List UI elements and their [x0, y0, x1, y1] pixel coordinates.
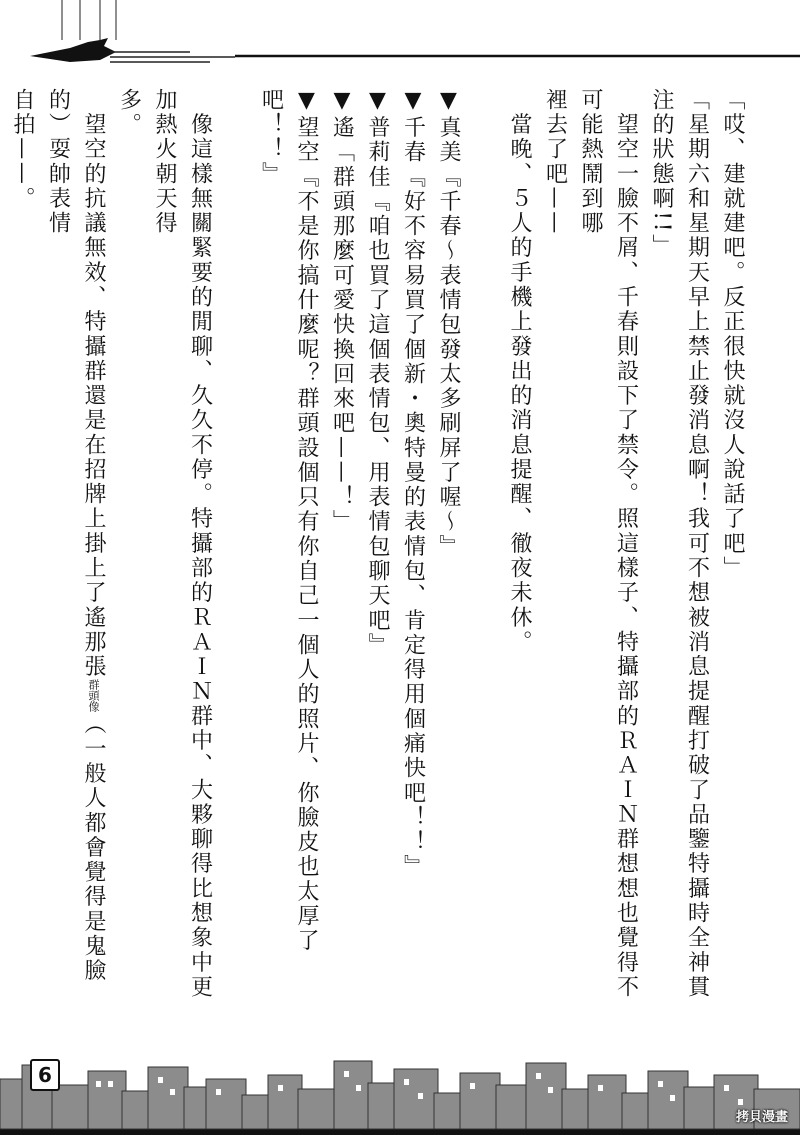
chat-line: ▼千春『好不容易買了個新・奧特曼的表情包、肯定得用個痛快吧！！』 — [400, 88, 426, 880]
airplane-icon — [30, 38, 116, 62]
blank-column — [218, 88, 254, 1018]
watermark-logo: 拷貝漫畫 — [735, 1110, 788, 1125]
chat-line: ▼望空『不是你搞什麼呢？群頭設個只有你自己一個人的照片、你臉皮也太厚了吧！！』 — [258, 88, 319, 954]
text-column: 裡去了吧—— — [542, 88, 568, 236]
text-column: 當晚、５人的手機上發出的消息提醒、徹夜未休。 — [507, 88, 532, 655]
blank-column — [466, 88, 502, 1018]
page-number: 6 — [30, 1059, 60, 1091]
text-segment: 望空的抗議無效、特攝群還是在招牌上掛上了遙那張 — [81, 88, 106, 680]
city-skyline-decoration — [0, 1045, 800, 1135]
text-segment: （一般人都會覺得是鬼臉的）耍帥表情 — [45, 88, 106, 984]
chat-line: ▼普莉佳『咱也買了這個表情包、用表情包聊天吧』 — [365, 88, 390, 658]
text-column: 自拍——。 — [10, 88, 35, 212]
header-airplane-decoration — [0, 0, 800, 80]
text-column-with-ruby — [40, 88, 111, 1018]
text-column: 像這樣無關緊要的閒聊、久久不停。特攝部的ＲＡＩＮ群中、大夥聊得比想象中更加熱火朝天得 — [152, 88, 213, 1000]
chat-line: ▼真美『千春～表情包發太多刷屏了喔～』 — [436, 88, 461, 560]
text-column: 多。 — [116, 88, 142, 138]
text-column: 「哎、建就建吧。反正很快就沒人說話了吧」 — [720, 88, 745, 581]
text-column: 望空一臉不屑、千春則設下了禁令。照這樣子、特攝部的ＲＡＩＮ群想想也覺得不可能熱鬧到哪 — [578, 88, 639, 1000]
chat-line: ▼遙「群頭那麼可愛快換回來吧——！」 — [329, 88, 355, 535]
ruby-annotation: 群頭像 — [87, 679, 100, 713]
text-column: 「星期六和星期天早上禁止發消息啊！我可不想被消息提醒打破了品鑒特攝時全神貫注的狀態啊!!」 — [649, 88, 710, 1000]
vertical-text-body — [10, 88, 750, 1018]
